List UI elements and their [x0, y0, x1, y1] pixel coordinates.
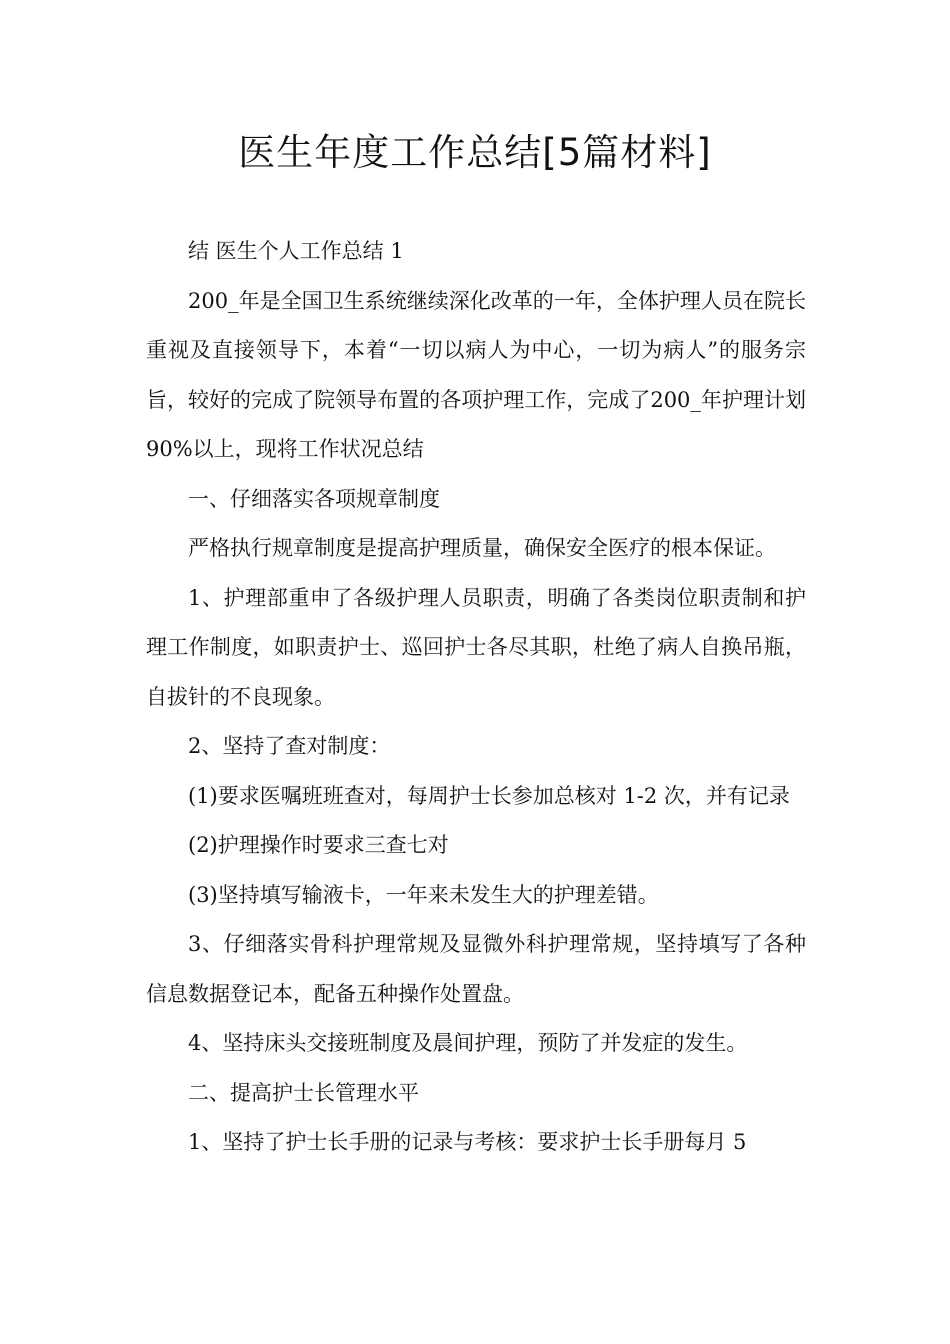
paragraph: 1、护理部重申了各级护理人员职责，明确了各类岗位职责制和护理工作制度，如职责护士、巡回护士各尽其职，杜绝了病人自换吊瓶，自拔针的不良现象。 [146, 585, 806, 709]
paragraph: (2)护理操作时要求三查七对 [188, 833, 449, 857]
paragraph: 4、坚持床头交接班制度及晨间护理，预防了并发症的发生。 [188, 1031, 748, 1055]
paragraph-heading-1: 一、仔细落实各项规章制度 [188, 486, 440, 511]
paragraph: 3、仔细落实骨科护理常规及显微外科护理常规，坚持填写了各种信息数据登记本，配备五种操作处置盘。 [146, 932, 806, 1006]
paragraph: 严格执行规章制度是提高护理质量，确保安全医疗的根本保证。 [188, 536, 776, 560]
document-body [146, 227, 806, 1168]
paragraph: (3)坚持填写输液卡，一年来未发生大的护理差错。 [188, 882, 659, 907]
paragraph: (1)要求医嘱班班查对，每周护士长参加总核对 1-2 次，并有记录 [188, 783, 790, 808]
paragraph: 2、坚持了查对制度： [188, 734, 391, 758]
paragraph-section-heading: 结 医生个人工作总结 1 [188, 239, 404, 263]
document-title: 医生年度工作总结[5篇材料] [238, 131, 712, 174]
paragraph-intro: 200_年是全国卫生系统继续深化改革的一年，全体护理人员在院长重视及直接领导下，本着“一切以病人为中心，一切为病人”的服务宗旨，较好的完成了院领导布置的各项护理工作，完成了200_年护理计划 90%以上，现将工作状况总结 [146, 288, 806, 461]
paragraph: 1、坚持了护士长手册的记录与考核：要求护士长手册每月 5 [188, 1130, 747, 1154]
paragraph-heading-2: 二、提高护士长管理水平 [188, 1080, 419, 1105]
